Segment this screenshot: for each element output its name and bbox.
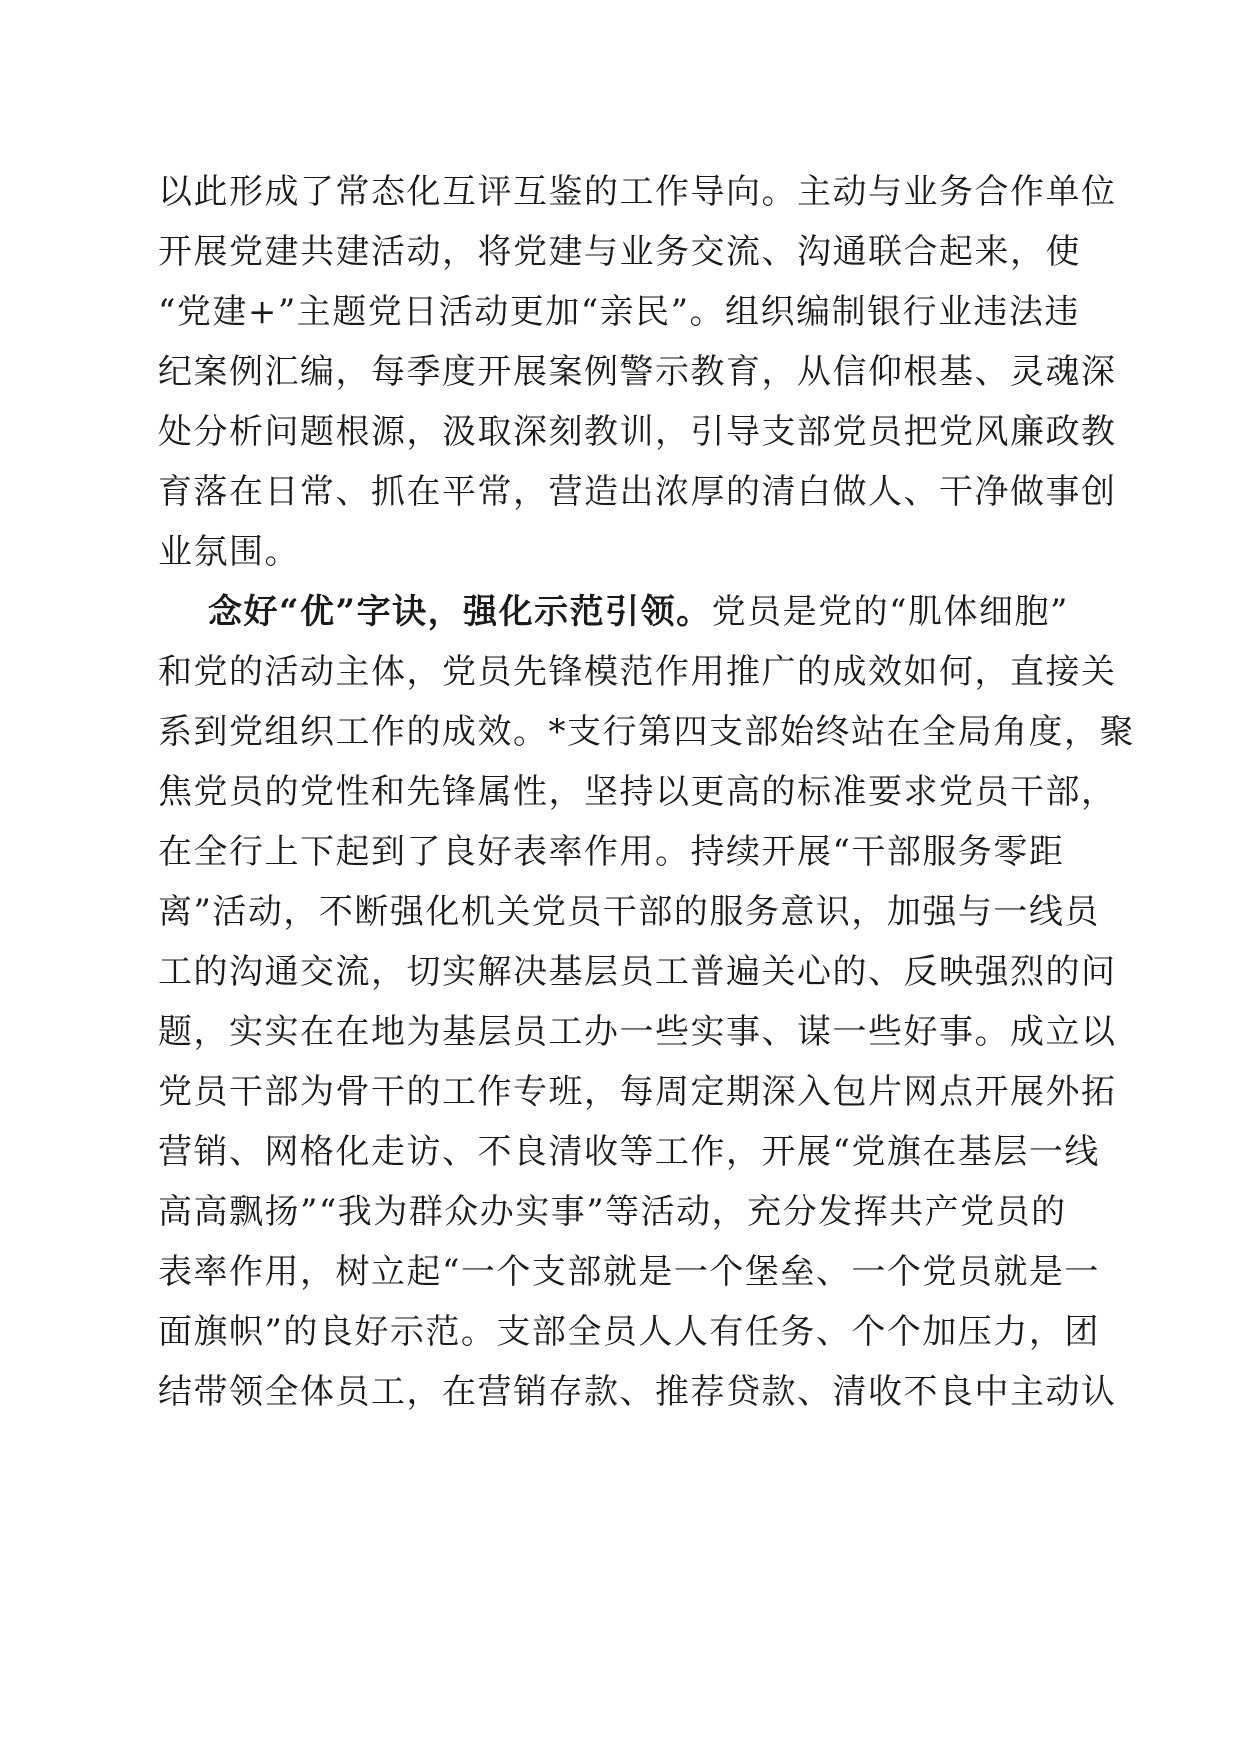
- text-line: 党员干部为骨干的工作专班，每周定期深入包片网点开展外拓: [158, 1072, 1117, 1112]
- text-line: 题，实实在在地为基层员工办一些实事、谋一些好事。成立以: [158, 1012, 1117, 1052]
- text-line: 处分析问题根源，汲取深刻教训，引导支部党员把党风廉政教: [158, 412, 1117, 452]
- paragraph-lead-text: 党员是党的“肌体细胞”: [711, 592, 1069, 632]
- text-line: 焦党员的党性和先锋属性，坚持以更高的标准要求党员干部，: [158, 772, 1117, 812]
- text-line: 系到党组织工作的成效。*支行第四支部始终站在全局角度，聚: [158, 712, 1135, 752]
- text-line: 结带领全体员工，在营销存款、推荐贷款、清收不良中主动认: [158, 1372, 1117, 1412]
- text-line: 工的沟通交流，切实解决基层员工普遍关心的、反映强烈的问: [158, 952, 1117, 992]
- text-line: 营销、网格化走访、不良清收等工作，开展“党旗在基层一线: [158, 1132, 1100, 1172]
- text-line: 离”活动，不断强化机关党员干部的服务意识，加强与一线员: [158, 892, 1100, 932]
- paragraph-first-line: [208, 592, 1098, 632]
- text-line: 业氛围。: [158, 532, 300, 572]
- text-line: 开展党建共建活动，将党建与业务交流、沟通联合起来，使: [158, 232, 1081, 272]
- text-line: 在全行上下起到了良好表率作用。持续开展“干部服务零距: [158, 832, 1065, 872]
- text-line: 纪案例汇编，每季度开展案例警示教育，从信仰根基、灵魂深: [158, 352, 1117, 392]
- text-line: 和党的活动主体，党员先锋模范作用推广的成效如何，直接关: [158, 652, 1117, 692]
- paragraph-heading: 念好“优”字诀，强化示范引领。: [208, 592, 712, 632]
- text-line: 以此形成了常态化互评互鉴的工作导向。主动与业务合作单位: [158, 172, 1117, 212]
- text-line: 育落在日常、抓在平常，营造出浓厚的清白做人、干净做事创: [158, 472, 1117, 512]
- text-line: “党建+”主题党日活动更加“亲民”。组织编制银行业违法违: [158, 292, 1081, 332]
- text-line: 面旗帜”的良好示范。支部全员人人有任务、个个加压力，团: [158, 1312, 1100, 1352]
- text-line: 表率作用，树立起“一个支部就是一个堡垒、一个党员就是一: [158, 1252, 1100, 1292]
- text-line: 高高飘扬”“我为群众办实事”等活动，充分发挥共产党员的: [158, 1192, 1067, 1232]
